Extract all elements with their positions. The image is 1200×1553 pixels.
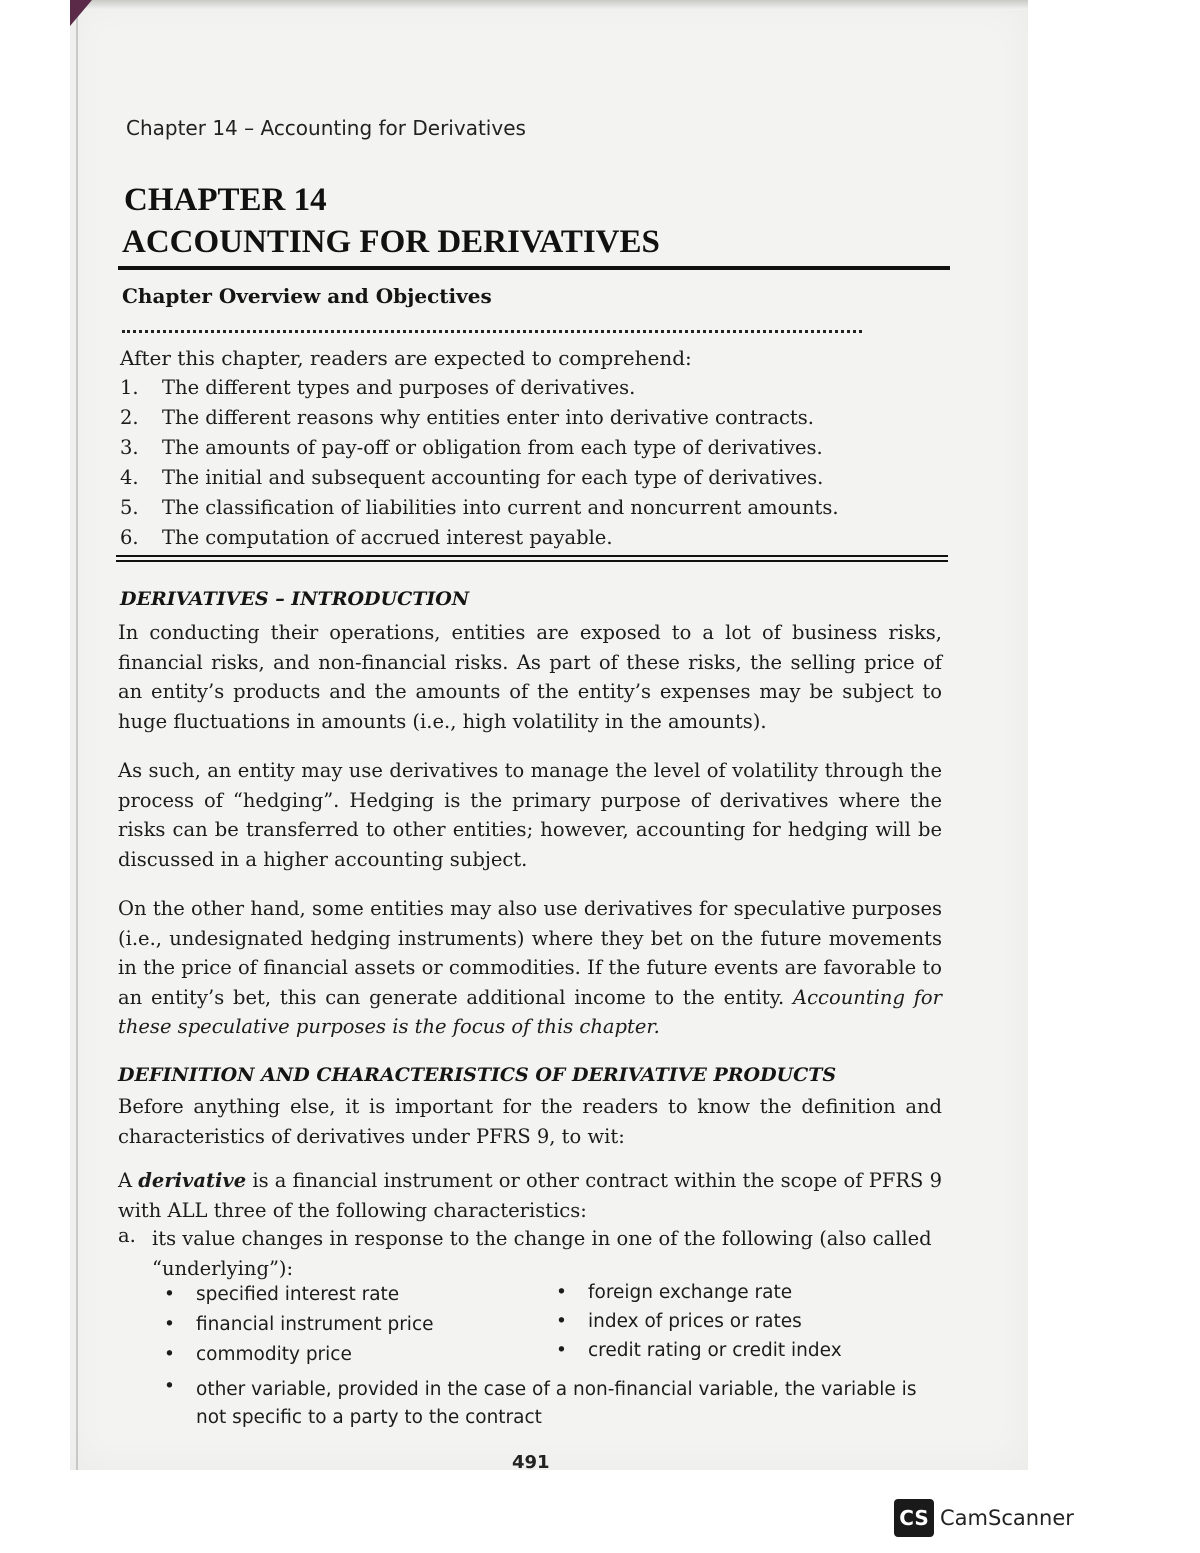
objective-number: 2. [120, 406, 139, 429]
definition-text-post: is a financial instrument or other contract within the scope of PFRS 9 with ALL three of the following characteristics: [118, 1169, 942, 1222]
bullet-icon: • [164, 1284, 175, 1305]
bullet-icon: • [556, 1340, 567, 1361]
bullet-icon: • [556, 1282, 567, 1303]
intro-paragraph-3 [118, 894, 942, 1042]
page-number: 491 [512, 1452, 550, 1473]
title-rule [118, 266, 950, 270]
underlying-text: index of prices or rates [588, 1311, 802, 1332]
underlying-text: foreign exchange rate [588, 1282, 793, 1303]
camscanner-name: CamScanner [940, 1506, 1074, 1530]
objective-text: The different types and purposes of derivatives. [162, 376, 636, 399]
objective-text: The initial and subsequent accounting for each type of derivatives. [162, 466, 824, 489]
objective-text: The computation of accrued interest payable. [162, 526, 613, 549]
intro-paragraph-3-text: On the other hand, some entities may also use derivatives for speculative purposes (i.e., undesignated hedging instruments) where they bet on the future movements in the price of financial assets or commodities. If the future events are favorable to an entity’s bet, this can generate additional income to the entity. [118, 897, 942, 1009]
overview-heading: Chapter Overview and Objectives [122, 284, 492, 308]
overview-rule-bottom [116, 560, 948, 562]
section-heading-definition: DEFINITION AND CHARACTERISTICS OF DERIVATIVE PRODUCTS [118, 1064, 837, 1086]
scan-left-edge [76, 0, 78, 1470]
objective-number: 6. [120, 526, 139, 549]
scan-top-shadow [70, 0, 1028, 10]
underlying-text: credit rating or credit index [588, 1340, 842, 1361]
intro-paragraph-1: In conducting their operations, entities are exposed to a lot of business risks, financial risks, and non-financial risks. As part of these risks, the selling price of an entity’s products and the amounts of the entity’s expenses may be subject to huge fluctuations in amounts (i.e., high volatility in the amounts). [118, 621, 942, 733]
bullet-icon: • [164, 1376, 175, 1397]
objective-text: The amounts of pay-off or obligation from each type of derivatives. [162, 436, 823, 459]
intro-paragraph-3-emphasis: Accounting for these speculative purposes is the focus of this chapter. [118, 985, 942, 1039]
chapter-number: CHAPTER 14 [124, 182, 327, 218]
camscanner-logo: CS [894, 1499, 934, 1537]
underlying-text: other variable, provided in the case of a non-financial variable, the variable is not specific to a party to the contract [196, 1379, 917, 1428]
running-head: Chapter 14 – Accounting for Derivatives [126, 116, 526, 140]
dotted-rule [122, 330, 862, 333]
objectives-intro: After this chapter, readers are expected to comprehend: [120, 346, 692, 370]
definition-paragraph-1: Before anything else, it is important for the readers to know the definition and characteristics of derivatives under PFRS 9, to wit: [118, 1095, 942, 1148]
objective-text: The classification of liabilities into current and noncurrent amounts. [162, 496, 839, 519]
intro-paragraph-2: As such, an entity may use derivatives to manage the level of volatility through the process of “hedging”. Hedging is the primary purpose of derivatives where the risks can be transferred to other entities; however, accounting for hedging will be discussed in a higher accounting subject. [118, 759, 942, 871]
bullet-icon: • [556, 1311, 567, 1332]
chapter-title: ACCOUNTING FOR DERIVATIVES [122, 224, 660, 260]
bullet-icon: • [164, 1344, 175, 1365]
corner-mark [70, 0, 92, 26]
camscanner-watermark [894, 1498, 1074, 1538]
definition-text-pre: A [118, 1169, 139, 1192]
objective-number: 4. [120, 466, 139, 489]
item-text: its value changes in response to the change in one of the following (also called “underlying”): [152, 1227, 932, 1280]
objective-number: 1. [120, 376, 139, 399]
bullet-icon: • [164, 1314, 175, 1335]
underlying-text: specified interest rate [196, 1284, 400, 1305]
overview-rule-top [116, 555, 948, 557]
underlying-text: commodity price [196, 1344, 352, 1365]
section-heading-introduction: DERIVATIVES – INTRODUCTION [120, 588, 470, 610]
underlying-text: financial instrument price [196, 1314, 434, 1335]
item-marker: a. [118, 1224, 136, 1247]
definition-term: derivative [138, 1169, 247, 1192]
objective-number: 5. [120, 496, 139, 519]
objective-text: The different reasons why entities enter into derivative contracts. [162, 406, 814, 429]
definition-paragraph-2 [118, 1166, 942, 1225]
objective-number: 3. [120, 436, 139, 459]
